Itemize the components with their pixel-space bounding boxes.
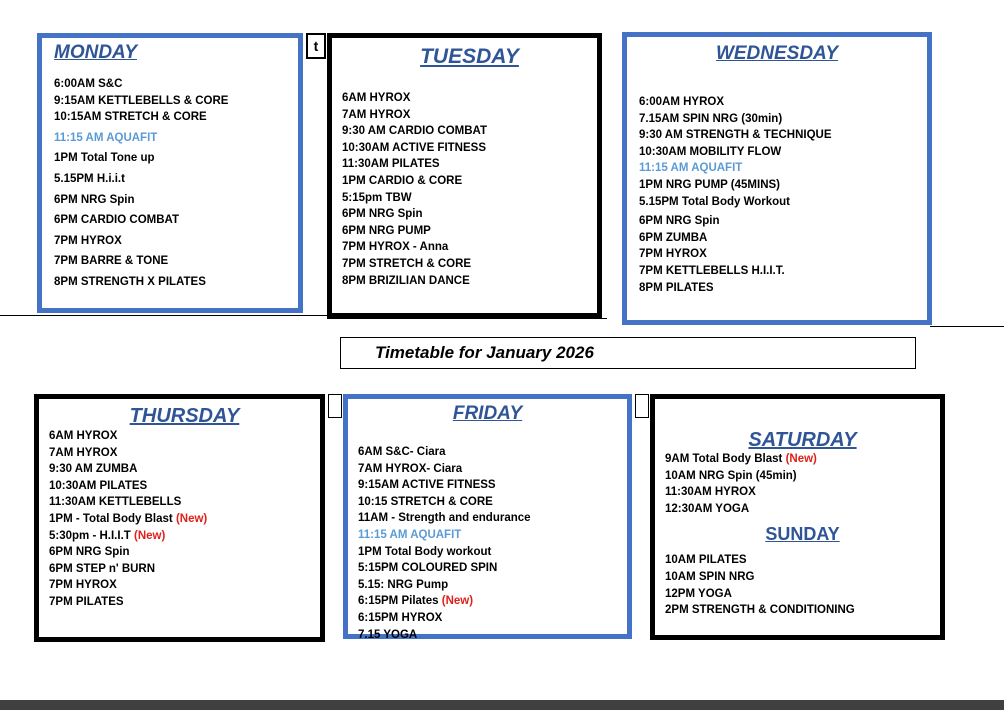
spacer-box-right bbox=[635, 394, 649, 418]
list-item: 6AM HYROX bbox=[49, 430, 118, 442]
list-item: 10:30AM MOBILITY FLOW bbox=[639, 145, 782, 158]
list-item bbox=[49, 511, 320, 528]
list-item: 7.15 YOGA bbox=[358, 628, 418, 641]
list-item: 1PM NRG PUMP (45MINS) bbox=[639, 178, 781, 191]
list-item: 7AM HYROX bbox=[49, 446, 118, 459]
list-item: 9:15AM ACTIVE FITNESS bbox=[358, 479, 496, 492]
list-item: 9:30 AM CARDIO COMBAT bbox=[342, 125, 488, 138]
list-item: 5:15PM COLOURED SPIN bbox=[358, 562, 498, 575]
list-item: 10AM NRG Spin (45min) bbox=[665, 469, 797, 482]
list-item: 6PM ZUMBA bbox=[639, 231, 708, 244]
new-badge: (New) bbox=[441, 595, 474, 608]
list-item: 12PM YOGA bbox=[665, 587, 732, 600]
list-item: 6PM NRG Spin bbox=[342, 208, 423, 221]
wednesday-card bbox=[622, 32, 932, 325]
friday-card bbox=[343, 394, 632, 639]
friday-class-list bbox=[358, 444, 627, 643]
list-item: 7.15AM SPIN NRG (30min) bbox=[639, 112, 783, 125]
sunday-class-list bbox=[665, 552, 940, 618]
divider-line-left bbox=[0, 315, 327, 316]
list-item: 8PM PILATES bbox=[639, 281, 714, 294]
monday-title: MONDAY bbox=[54, 42, 138, 63]
list-item: 6:00AM HYROX bbox=[639, 96, 724, 108]
footer-bar bbox=[0, 700, 1004, 710]
list-item: 8PM BRIZILIAN DANCE bbox=[342, 274, 470, 287]
list-item: 1PM Total Tone up bbox=[54, 152, 155, 165]
divider-line-right bbox=[930, 326, 1004, 327]
corner-box bbox=[306, 33, 326, 59]
spacer-box-left bbox=[328, 394, 342, 418]
list-item: 7PM HYROX bbox=[639, 248, 707, 261]
list-item: 1PM Total Body workout bbox=[358, 545, 492, 558]
list-item: 10AM PILATES bbox=[665, 554, 747, 567]
thursday-title: THURSDAY bbox=[129, 405, 240, 427]
list-item: 7PM PILATES bbox=[49, 595, 124, 608]
list-item: 7AM HYROX- Ciara bbox=[358, 462, 463, 475]
timetable-title: Timetable for January 2026 bbox=[375, 343, 594, 362]
list-item: 10:30AM PILATES bbox=[49, 479, 148, 492]
monday-class-list bbox=[54, 76, 298, 291]
list-item: 5.15: NRG Pump bbox=[358, 578, 449, 591]
corner-box-text: t bbox=[313, 38, 319, 54]
new-badge: (New) bbox=[134, 529, 166, 542]
saturday-title: SATURDAY bbox=[748, 429, 857, 451]
list-item: 6:00AM S&C bbox=[54, 78, 123, 90]
class-name: 9AM Total Body Blast bbox=[665, 453, 783, 465]
list-item: 8PM STRENGTH X PILATES bbox=[54, 275, 206, 288]
weekend-card bbox=[650, 394, 945, 640]
list-item: 6:15PM HYROX bbox=[358, 611, 443, 624]
list-item: 6AM HYROX bbox=[342, 92, 411, 104]
timetable-banner bbox=[340, 337, 916, 369]
monday-card bbox=[37, 33, 303, 313]
list-item: 7PM BARRE & TONE bbox=[54, 255, 169, 268]
list-item: 6PM NRG Spin bbox=[49, 546, 130, 559]
list-item: 11:30AM KETTLEBELLS bbox=[49, 496, 182, 509]
tuesday-title: TUESDAY bbox=[420, 45, 519, 68]
list-item: 11:15 AM AQUAFIT bbox=[54, 131, 158, 144]
divider-line-middle bbox=[327, 318, 607, 319]
tuesday-class-list bbox=[342, 90, 597, 289]
wednesday-class-list bbox=[639, 94, 927, 296]
list-item: 2PM STRENGTH & CONDITIONING bbox=[665, 604, 855, 617]
class-name: 5:30pm - H.I.I.T bbox=[49, 529, 131, 542]
list-item: 11:15 AM AQUAFIT bbox=[639, 162, 743, 175]
list-item: 10:15 STRETCH & CORE bbox=[358, 495, 493, 508]
list-item: 10:30AM ACTIVE FITNESS bbox=[342, 141, 486, 154]
list-item: 6PM NRG Spin bbox=[54, 193, 135, 206]
list-item: 7PM HYROX - Anna bbox=[342, 241, 449, 254]
list-item: 12:30AM YOGA bbox=[665, 502, 750, 515]
list-item: 10AM SPIN NRG bbox=[665, 570, 755, 583]
wednesday-title: WEDNESDAY bbox=[715, 43, 839, 64]
list-item: 6AM S&C- Ciara bbox=[358, 446, 446, 458]
friday-title: FRIDAY bbox=[452, 403, 523, 424]
list-item: 10:15AM STRETCH & CORE bbox=[54, 111, 207, 124]
list-item: 6PM NRG PUMP bbox=[342, 224, 431, 237]
list-item: 5:15pm TBW bbox=[342, 191, 412, 204]
list-item bbox=[358, 593, 627, 610]
list-item: 6PM CARDIO COMBAT bbox=[54, 214, 180, 227]
list-item: 5.15PM H.i.i.t bbox=[54, 172, 125, 185]
list-item: 9:30 AM STRENGTH & TECHNIQUE bbox=[639, 129, 832, 142]
list-item bbox=[49, 528, 320, 545]
new-badge: (New) bbox=[785, 453, 817, 465]
list-item: 7PM STRETCH & CORE bbox=[342, 257, 472, 270]
saturday-class-list bbox=[665, 451, 940, 517]
list-item: 11:30AM PILATES bbox=[342, 158, 440, 171]
list-item: 9:30 AM ZUMBA bbox=[49, 463, 138, 476]
list-item: 6PM NRG Spin bbox=[639, 215, 720, 228]
list-item: 6PM STEP n' BURN bbox=[49, 562, 156, 575]
sunday-title: SUNDAY bbox=[765, 524, 840, 545]
thursday-card bbox=[34, 394, 325, 642]
list-item: 7PM KETTLEBELLS H.I.I.T. bbox=[639, 264, 785, 277]
class-name: 6:15PM Pilates bbox=[358, 595, 439, 608]
list-item: 9:15AM KETTLEBELLS & CORE bbox=[54, 94, 229, 107]
list-item: 5.15PM Total Body Workout bbox=[639, 195, 791, 208]
list-item: 7AM HYROX bbox=[342, 108, 411, 121]
class-name: 1PM - Total Body Blast bbox=[49, 512, 173, 525]
list-item bbox=[665, 451, 940, 468]
new-badge: (New) bbox=[175, 512, 208, 525]
list-item: 7PM HYROX bbox=[49, 579, 117, 592]
tuesday-card bbox=[327, 33, 602, 318]
list-item: 11:15 AM AQUAFIT bbox=[358, 528, 462, 541]
list-item: 1PM CARDIO & CORE bbox=[342, 174, 463, 187]
list-item: 11AM - Strength and endurance bbox=[358, 512, 531, 525]
list-item: 7PM HYROX bbox=[54, 234, 122, 247]
list-item: 11:30AM HYROX bbox=[665, 486, 756, 499]
thursday-class-list bbox=[49, 428, 320, 611]
